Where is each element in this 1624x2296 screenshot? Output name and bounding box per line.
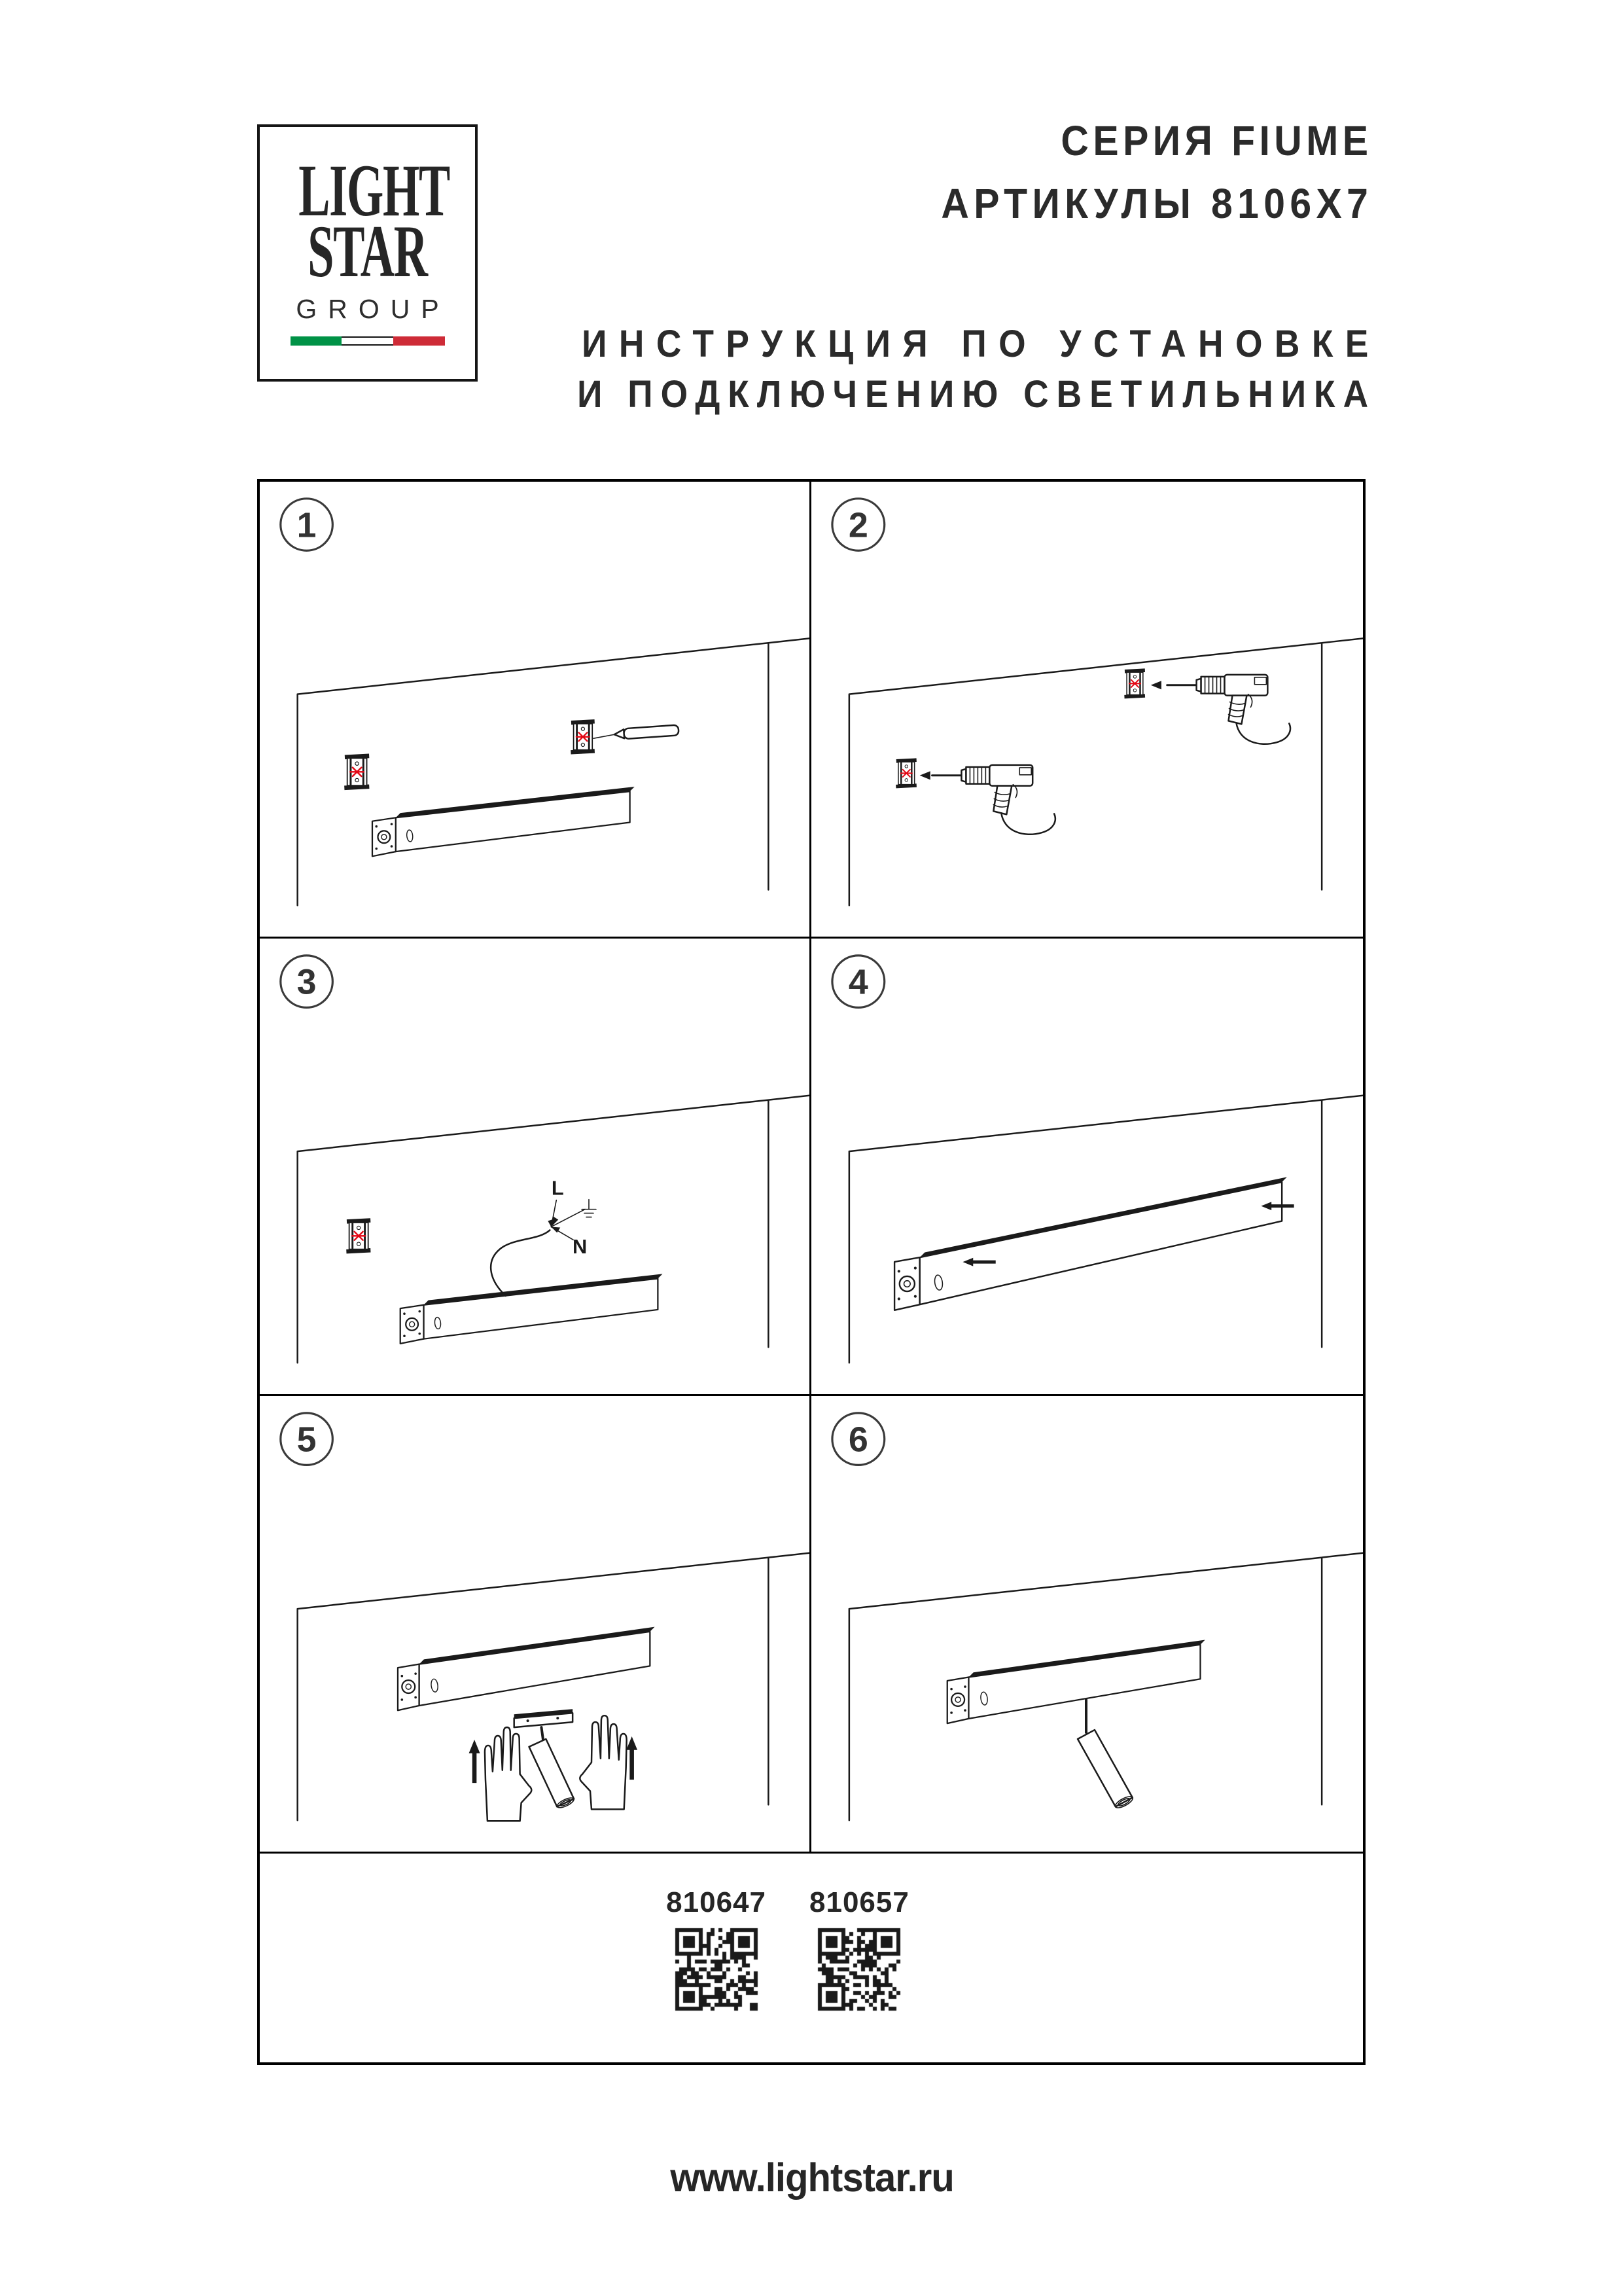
- step-panel-6: [811, 1396, 1363, 1854]
- drill-icon: [932, 765, 1055, 834]
- up-arrow-icon: [469, 1740, 480, 1783]
- instruction-title-line1: ИНСТРУКЦИЯ ПО УСТАНОВКЕ: [582, 323, 1381, 365]
- hand-icon: [485, 1727, 531, 1821]
- italian-flag-icon: [291, 336, 445, 346]
- mounting-bracket-icon: [344, 754, 369, 791]
- instruction-title-line2: И ПОДКЛЮЧЕНИЮ СВЕТИЛЬНИКА: [577, 373, 1376, 416]
- step-panel-5: [260, 1396, 811, 1854]
- spotlight-drawing: [1078, 1699, 1135, 1810]
- series-title: СЕРИЯ FIUME: [1060, 117, 1372, 164]
- step-3-illustration: [260, 939, 809, 1394]
- article-number: 810657: [809, 1886, 909, 1918]
- fixture-bar-drawing: [400, 1274, 663, 1343]
- step-panel-1: [260, 482, 811, 939]
- step-number: 1: [296, 505, 317, 545]
- flag-green-segment: [291, 336, 342, 346]
- step-2-illustration: [811, 482, 1363, 937]
- step-panel-3: [260, 939, 811, 1396]
- wall-drawing: [849, 638, 1363, 905]
- step-6-illustration: [811, 1396, 1363, 1852]
- fixture-bar-drawing: [372, 787, 635, 856]
- logo-word-light: LIGHT: [298, 150, 450, 232]
- logo-word-group: GROUP: [296, 294, 450, 325]
- left-arrow-icon: [920, 771, 930, 780]
- left-arrow-icon: [1151, 681, 1161, 689]
- instruction-steps-grid: [257, 479, 1366, 2065]
- fixture-bar-drawing: [894, 1177, 1287, 1310]
- mounting-bracket-icon: [1124, 668, 1145, 698]
- hand-icon: [580, 1715, 626, 1809]
- mounting-bracket-icon: [896, 758, 917, 788]
- mounting-bracket-icon: [571, 719, 595, 754]
- lightstar-logo: [257, 124, 478, 382]
- mounting-bracket-icon: [346, 1218, 370, 1253]
- step-5-illustration: [260, 1396, 809, 1852]
- step-panel-2: [811, 482, 1363, 939]
- article-block-810657: [809, 1886, 909, 2013]
- website-url: www.lightstar.ru: [670, 2155, 954, 2200]
- qr-code-image: [815, 1926, 903, 2013]
- marker-pencil-icon: [593, 725, 679, 740]
- step-number: 6: [848, 1420, 868, 1460]
- step-number: 2: [848, 505, 868, 545]
- step-panel-4: [811, 939, 1363, 1396]
- article-number: 810647: [666, 1886, 766, 1918]
- step-number: 4: [848, 962, 868, 1002]
- flag-white-segment: [342, 336, 393, 346]
- step-1-illustration: [260, 482, 809, 937]
- flag-red-segment: [393, 336, 445, 346]
- qr-code-image: [673, 1926, 760, 2013]
- drill-icon: [1167, 675, 1290, 744]
- ground-icon: [582, 1200, 596, 1217]
- power-wire-drawing: [491, 1200, 588, 1296]
- up-arrow-icon: [626, 1736, 637, 1780]
- step-number: 5: [296, 1420, 317, 1460]
- article-block-810647: [666, 1886, 766, 2013]
- wire-label-neutral: N: [572, 1235, 588, 1259]
- wall-drawing: [298, 638, 809, 905]
- articles-row: [236, 1854, 1339, 2062]
- step-number: 3: [296, 962, 317, 1002]
- fixture-bar-drawing: [398, 1627, 655, 1711]
- logo-word-star: STAR: [308, 210, 427, 293]
- wire-label-line: L: [551, 1176, 564, 1200]
- fixture-bar-drawing: [947, 1640, 1205, 1724]
- step-4-illustration: [811, 939, 1363, 1394]
- articles-title: АРТИКУЛЫ 8106X7: [941, 180, 1373, 227]
